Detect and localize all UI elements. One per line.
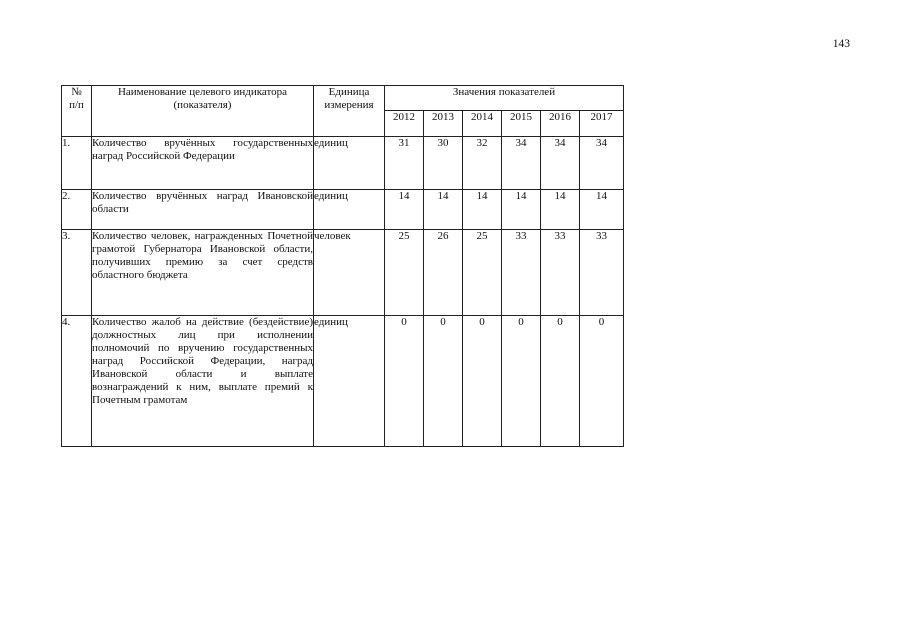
header-unit: Единица измерения <box>314 86 385 137</box>
indicator-value: 14 <box>463 190 502 230</box>
indicator-value: 0 <box>424 316 463 447</box>
indicator-unit: единиц <box>314 190 385 230</box>
indicator-name: Количество человек, награжденных Почетной грамотой Губернатора Ивановской области, получивших премию за счет средств областного бюджета <box>92 230 314 316</box>
indicator-value: 25 <box>463 230 502 316</box>
row-number: 2. <box>62 190 92 230</box>
header-year: 2014 <box>463 111 502 137</box>
row-number: 4. <box>62 316 92 447</box>
header-num: № п/п <box>62 86 92 137</box>
indicator-value: 33 <box>580 230 624 316</box>
indicator-value: 30 <box>424 137 463 190</box>
table-row <box>62 316 624 447</box>
indicator-value: 33 <box>502 230 541 316</box>
table-row <box>62 230 624 316</box>
header-row <box>62 86 624 111</box>
indicator-value: 0 <box>541 316 580 447</box>
header-name: Наименование целевого индикатора (показателя) <box>92 86 314 137</box>
indicator-value: 26 <box>424 230 463 316</box>
table-row <box>62 190 624 230</box>
indicator-value: 34 <box>502 137 541 190</box>
page-number: 143 <box>832 38 850 50</box>
indicator-value: 14 <box>424 190 463 230</box>
indicator-value: 14 <box>541 190 580 230</box>
indicator-unit: человек <box>314 230 385 316</box>
indicator-value: 0 <box>580 316 624 447</box>
header-year: 2016 <box>541 111 580 137</box>
header-year: 2015 <box>502 111 541 137</box>
indicator-name: Количество вручённых наград Ивановской области <box>92 190 314 230</box>
indicator-value: 31 <box>385 137 424 190</box>
table-row <box>62 137 624 190</box>
indicator-value: 33 <box>541 230 580 316</box>
indicator-value: 0 <box>385 316 424 447</box>
indicators-table <box>61 85 624 447</box>
indicator-unit: единиц <box>314 137 385 190</box>
indicator-name: Количество жалоб на действие (бездействие) должностных лиц при исполнении полномочий по вручению государственных наград Российской Федерации, наград Ивановской области и выплате вознаграждений к ним, выплате премий к Почетным грамотам <box>92 316 314 447</box>
indicator-value: 25 <box>385 230 424 316</box>
header-values: Значения показателей <box>385 86 624 111</box>
indicator-value: 34 <box>541 137 580 190</box>
indicator-unit: единиц <box>314 316 385 447</box>
indicator-value: 34 <box>580 137 624 190</box>
header-year: 2013 <box>424 111 463 137</box>
row-number: 1. <box>62 137 92 190</box>
indicator-value: 14 <box>502 190 541 230</box>
indicator-value: 32 <box>463 137 502 190</box>
row-number: 3. <box>62 230 92 316</box>
indicator-name: Количество вручённых государственных наград Российской Федерации <box>92 137 314 190</box>
header-year: 2017 <box>580 111 624 137</box>
indicator-value: 0 <box>502 316 541 447</box>
indicator-value: 0 <box>463 316 502 447</box>
indicator-value: 14 <box>385 190 424 230</box>
header-year: 2012 <box>385 111 424 137</box>
indicator-value: 14 <box>580 190 624 230</box>
